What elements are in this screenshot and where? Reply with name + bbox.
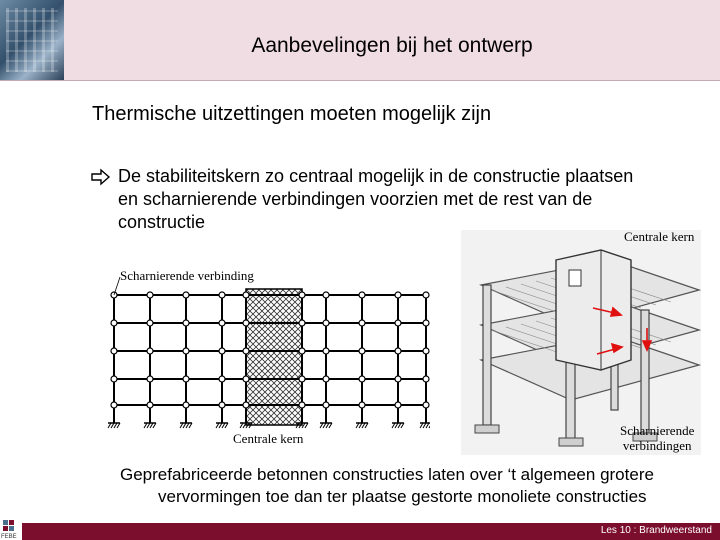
febe-logo (0, 519, 22, 540)
hinge-node (243, 348, 249, 354)
core-label-photo: Centrale kern (624, 229, 695, 244)
hinge-node (423, 320, 429, 326)
hinge-node (299, 376, 305, 382)
hinge-node (183, 320, 189, 326)
slide-header (0, 0, 720, 81)
hinge-node (395, 348, 401, 354)
hinge-node (423, 348, 429, 354)
logo-text: FEBE (1, 534, 17, 540)
hinge-node (147, 292, 153, 298)
hinge-node (395, 320, 401, 326)
subtitle: Thermische uitzettingen moeten mogelijk zijn (92, 103, 492, 125)
hinge-node (299, 320, 305, 326)
hinge-node (359, 376, 365, 382)
footer-bar (22, 523, 720, 540)
hinge-node (243, 402, 249, 408)
hinge-node (219, 320, 225, 326)
hinge-node (147, 376, 153, 382)
hinge-node (243, 292, 249, 298)
hinge-label: Scharnierende verbinding (120, 268, 254, 283)
hinge-node (359, 320, 365, 326)
hinge-node (111, 402, 117, 408)
hinge-node (359, 402, 365, 408)
hinges-label-line-2: verbindingen (622, 438, 692, 453)
hinge-node (395, 376, 401, 382)
hinge-node (147, 320, 153, 326)
photo-core (556, 250, 631, 370)
hinge-node (111, 320, 117, 326)
hinge-node (219, 292, 225, 298)
hinge-node (423, 292, 429, 298)
bullet-line-3: constructie (118, 212, 206, 232)
hinge-node (395, 292, 401, 298)
core-label-diagram: Centrale kern (233, 431, 304, 446)
hinge-node (359, 348, 365, 354)
hinge-node (147, 348, 153, 354)
hinge-node (323, 376, 329, 382)
note-line-1: Geprefabriceerde betonnen constructies laten over ‘t algemeen grotere (120, 465, 654, 484)
hinge-node (219, 402, 225, 408)
bullet-text (118, 165, 718, 234)
hinge-node (147, 402, 153, 408)
hinge-node (299, 402, 305, 408)
column (483, 285, 491, 425)
hinges-label-photo (620, 423, 694, 453)
note-line-2: vervormingen toe dan ter plaatse gestorte monoliete constructies (158, 487, 647, 506)
frame-diagram (100, 275, 430, 435)
hinge-node (219, 376, 225, 382)
hinge-node (323, 292, 329, 298)
hinge-node (323, 402, 329, 408)
building-photo-icon (0, 0, 64, 80)
hinge-node (243, 376, 249, 382)
hinge-node (359, 292, 365, 298)
hinges-label-line-1: Scharnierende (620, 423, 695, 438)
hinge-node (183, 348, 189, 354)
hinge-node (183, 292, 189, 298)
structure-photo (461, 230, 701, 455)
hinge-node (111, 376, 117, 382)
outline-arrow-right-icon (90, 167, 112, 187)
bullet-line-1: De stabiliteitskern zo centraal mogelijk in de constructie plaatsen (118, 166, 634, 186)
note-text (120, 464, 710, 508)
hinge-node (183, 376, 189, 382)
slide-title: Aanbevelingen bij het ontwerp (251, 34, 533, 57)
hinge-node (395, 402, 401, 408)
hinge-node (299, 348, 305, 354)
hinge-node (323, 348, 329, 354)
footer-text: Les 10 : Brandweerstand (600, 525, 712, 536)
hinge-node (243, 320, 249, 326)
hinge-node (323, 320, 329, 326)
hinge-node (111, 348, 117, 354)
hinge-node (423, 376, 429, 382)
hinge-node (219, 348, 225, 354)
hinge-node (299, 292, 305, 298)
bullet-line-2: en scharnierende verbindingen voorzien met de rest van de (118, 189, 593, 209)
hinge-node (423, 402, 429, 408)
hinge-node (183, 402, 189, 408)
